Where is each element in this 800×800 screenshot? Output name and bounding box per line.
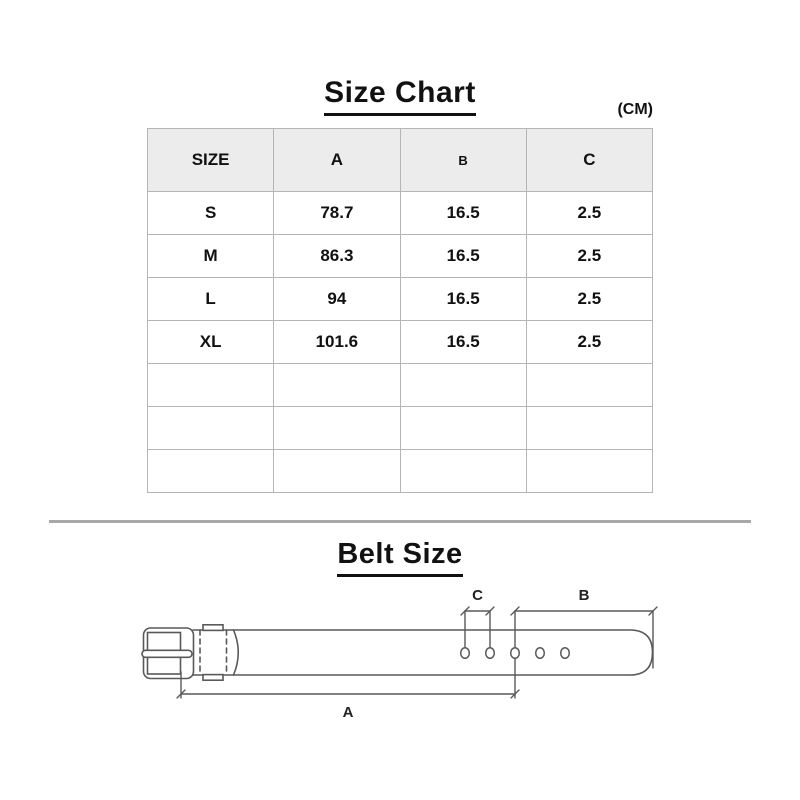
table-cell: 16.5	[400, 235, 526, 278]
table-cell: 94	[274, 278, 400, 321]
table-cell: 16.5	[400, 192, 526, 235]
dim-b-lines	[511, 607, 657, 698]
col-header-b: B	[400, 129, 526, 192]
table-cell: 2.5	[526, 278, 652, 321]
table-cell	[400, 450, 526, 493]
dim-a-label: A	[342, 704, 354, 721]
table-cell: 101.6	[274, 321, 400, 364]
table-cell: XL	[148, 321, 274, 364]
belt-keeper	[203, 625, 223, 680]
belt-fold-curve	[234, 630, 239, 675]
table-row-l	[148, 278, 653, 321]
belt-holes	[461, 648, 570, 659]
table-row-empty	[148, 407, 653, 450]
table-row-s	[148, 192, 653, 235]
table-cell	[148, 364, 274, 407]
dim-b-label: B	[578, 587, 590, 604]
size-chart-title: Size Chart	[324, 76, 476, 116]
table-cell: 78.7	[274, 192, 400, 235]
table-row-empty	[148, 450, 653, 493]
col-header-a: A	[274, 129, 400, 192]
table-cell: 16.5	[400, 321, 526, 364]
table-cell	[400, 364, 526, 407]
belt-buckle	[142, 628, 194, 679]
table-cell	[148, 407, 274, 450]
table-cell	[526, 364, 652, 407]
dim-a-lines	[177, 672, 519, 698]
table-cell	[274, 407, 400, 450]
belt-diagram	[0, 580, 800, 750]
table-row-xl	[148, 321, 653, 364]
dim-c-label: C	[472, 587, 483, 604]
belt-size-title: Belt Size	[337, 538, 462, 577]
belt-size-title-wrap	[0, 538, 800, 577]
size-table	[147, 128, 653, 493]
table-cell: M	[148, 235, 274, 278]
table-cell	[274, 450, 400, 493]
table-cell: 2.5	[526, 192, 652, 235]
table-cell	[148, 450, 274, 493]
table-cell: 86.3	[274, 235, 400, 278]
table-cell: S	[148, 192, 274, 235]
table-cell: 2.5	[526, 235, 652, 278]
table-cell	[526, 450, 652, 493]
table-header-row	[148, 129, 653, 192]
unit-label: (CM)	[617, 101, 653, 118]
buckle-prong	[142, 650, 192, 657]
belt-strap	[193, 630, 653, 675]
col-header-size: SIZE	[148, 129, 274, 192]
table-row-empty	[148, 364, 653, 407]
section-divider	[49, 520, 751, 523]
table-cell: 16.5	[400, 278, 526, 321]
table-cell	[400, 407, 526, 450]
table-cell: L	[148, 278, 274, 321]
table-cell	[526, 407, 652, 450]
table-row-m	[148, 235, 653, 278]
col-header-c: C	[526, 129, 652, 192]
table-cell	[274, 364, 400, 407]
dim-c-lines	[461, 607, 494, 650]
table-cell: 2.5	[526, 321, 652, 364]
belt-keeper-dashed-edges	[200, 630, 227, 675]
